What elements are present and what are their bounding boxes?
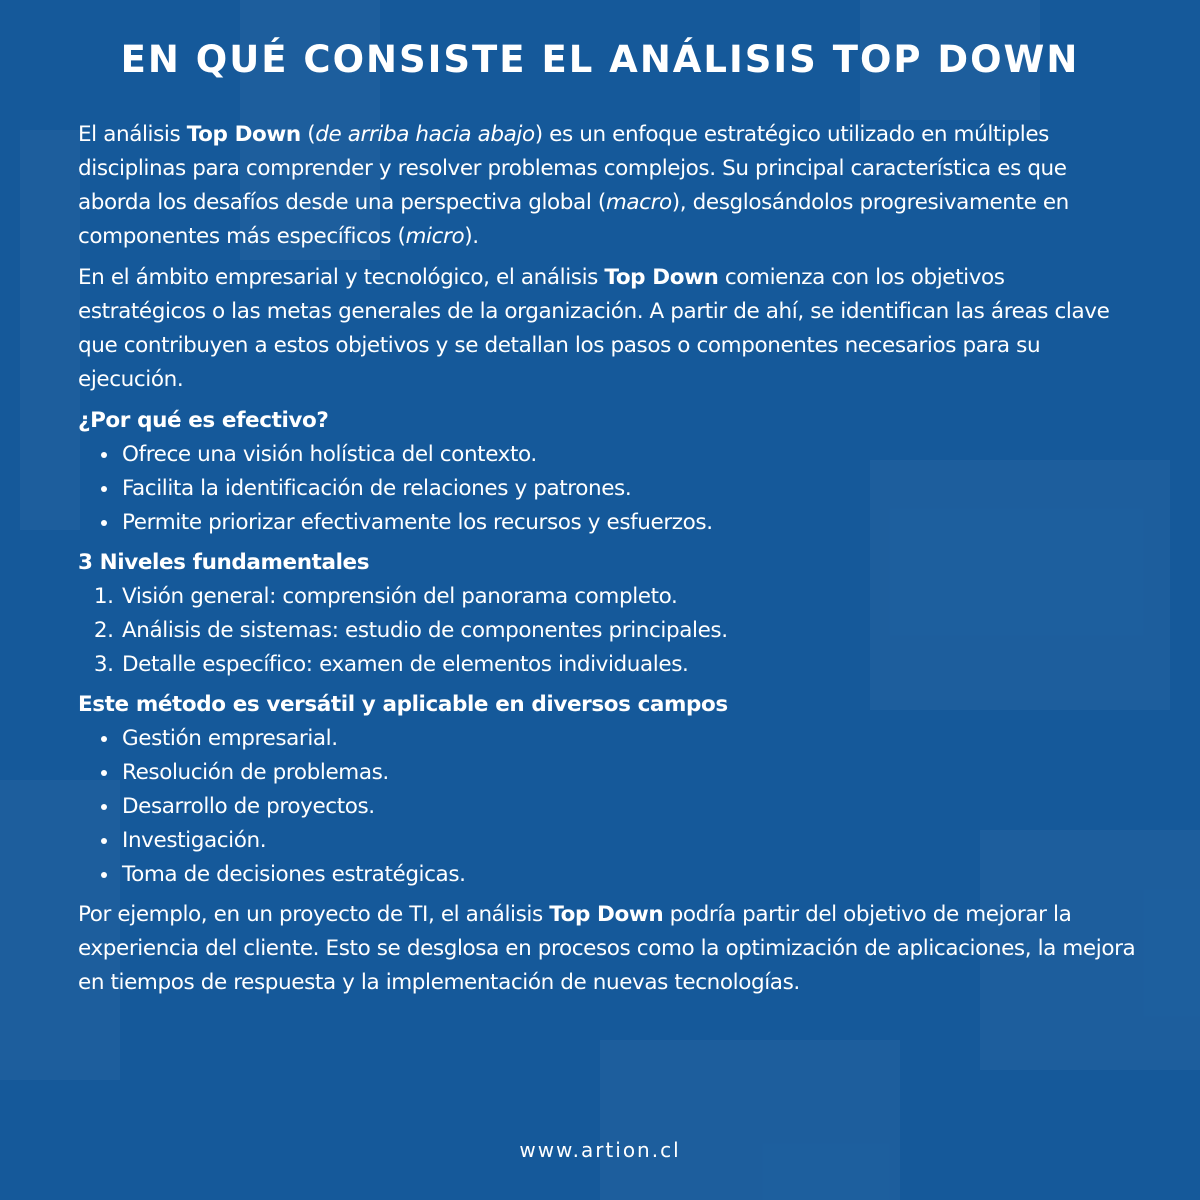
intro-paragraph-1: El análisis Top Down (de arriba hacia abajo) es un enfoque estratégico utilizado en múltiples disciplinas para comprender y resolver problemas complejos. Su principal característica es que aborda los desafíos desde una perspectiva global (macro), desglosándolos progresivamente en componentes más específicos (micro). (78, 122, 1069, 249)
intro-paragraph-2: En el ámbito empresarial y tecnológico, el análisis Top Down comienza con los objetivos estratégicos o las metas generales de la organización. A partir de ahí, se identifican las áreas clave que contribuyen a estos objetivos y se detallan los pasos o componentes necesarios para su ejecución. (78, 265, 1110, 392)
levels-list (78, 580, 1138, 682)
list-item: • Permite priorizar efectivamente los recursos y esfuerzos. (120, 506, 1138, 540)
list-item: • Desarrollo de proyectos. (120, 790, 1138, 824)
effective-list (78, 438, 1138, 540)
footer-url: www.artion.cl (519, 1138, 681, 1162)
section-heading-effective: ¿Por qué es efectivo? (78, 408, 329, 433)
list-item: 2. Análisis de sistemas: estudio de componentes principales. (120, 614, 1138, 648)
list-item: 1. Visión general: comprensión del panorama completo. (120, 580, 1138, 614)
list-item: • Resolución de problemas. (120, 756, 1138, 790)
list-item: • Facilita la identificación de relaciones y patrones. (120, 472, 1138, 506)
fields-list (78, 722, 1138, 892)
section-heading-fields: Este método es versátil y aplicable en diversos campos (78, 692, 728, 717)
list-item: • Toma de decisiones estratégicas. (120, 858, 1138, 892)
list-item: • Ofrece una visión holística del contexto. (120, 438, 1138, 472)
list-item: • Investigación. (120, 824, 1138, 858)
section-heading-levels: 3 Niveles fundamentales (78, 550, 370, 575)
article-body (78, 118, 1138, 1007)
list-item: 3. Detalle específico: examen de elementos individuales. (120, 648, 1138, 682)
list-item: • Gestión empresarial. (120, 722, 1138, 756)
closing-paragraph: Por ejemplo, en un proyecto de TI, el análisis Top Down podría partir del objetivo de mejorar la experiencia del cliente. Esto se desglosa en procesos como la optimización de aplicaciones, la mejora en tiempos de respuesta y la implementación de nuevas tecnologías. (78, 902, 1136, 995)
page-title: EN QUÉ CONSISTE EL ANÁLISIS TOP DOWN (120, 38, 1080, 81)
